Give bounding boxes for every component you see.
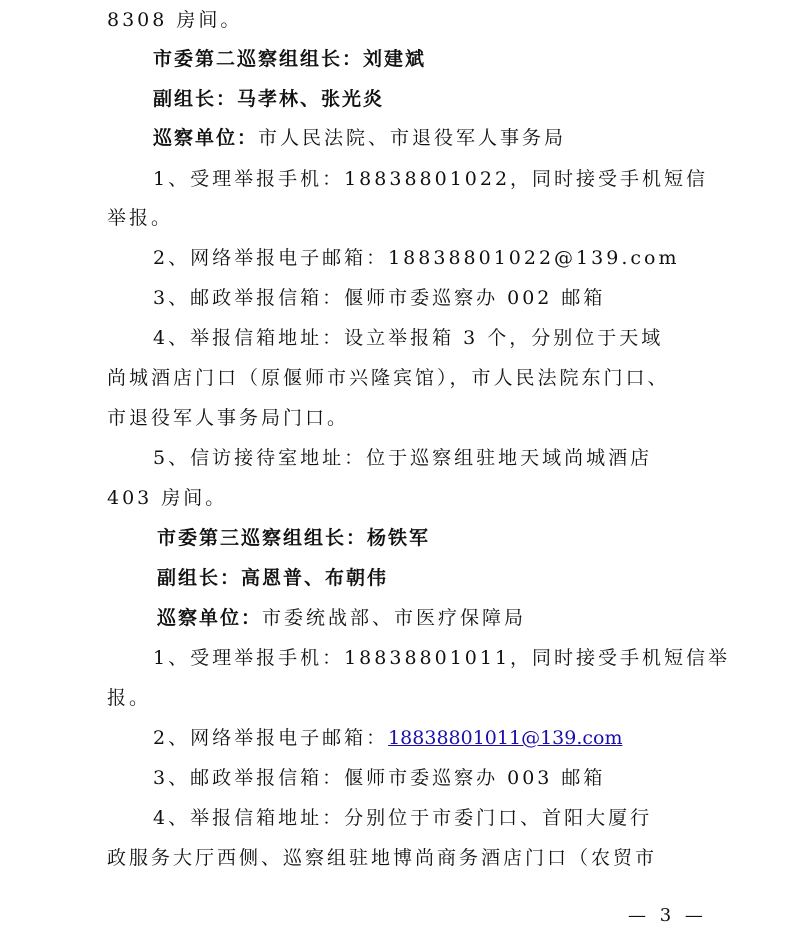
text-line: 8308 房间。 xyxy=(107,9,243,31)
text-line: 报。 xyxy=(107,687,152,709)
text-line: 5、信访接待室地址：位于巡察组驻地天域尚城酒店 xyxy=(153,447,653,469)
text-line: 3、邮政举报信箱：偃师市委巡察办 003 邮箱 xyxy=(153,767,606,789)
email-label: 2、网络举报电子邮箱： xyxy=(153,727,389,749)
section-heading-group-3: 市委第三巡察组组长：杨铁军 xyxy=(157,527,431,549)
text-line: 举报。 xyxy=(107,207,174,229)
text-line: 1、受理举报手机：18838801022，同时接受手机短信 xyxy=(153,168,709,190)
inspected-units-label: 巡察单位： xyxy=(157,607,263,629)
page-number: — 3 — xyxy=(628,905,707,926)
text-line: 1、受理举报手机：18838801011，同时接受手机短信举 xyxy=(153,647,731,669)
section-heading-group-2: 市委第二巡察组组长：刘建斌 xyxy=(153,48,427,70)
inspected-units-label: 巡察单位： xyxy=(153,127,259,149)
text-line xyxy=(153,718,622,758)
inspected-units-group-3 xyxy=(157,598,526,638)
deputy-heading-group-2: 副组长：马孝林、张光炎 xyxy=(153,88,385,110)
text-line: 政服务大厅西侧、巡察组驻地博尚商务酒店门口（农贸市 xyxy=(107,847,658,869)
text-line: 4、举报信箱地址：分别位于市委门口、首阳大厦行 xyxy=(153,807,653,829)
inspected-units-value: 市人民法院、市退役军人事务局 xyxy=(258,127,567,149)
text-line: 尚城酒店门口（原偃师市兴隆宾馆），市人民法院东门口、 xyxy=(107,367,670,389)
inspected-units-group-2 xyxy=(153,118,566,158)
text-line: 4、举报信箱地址：设立举报箱 3 个，分别位于天域 xyxy=(153,327,664,349)
text-line: 2、网络举报电子邮箱：18838801022@139.com xyxy=(153,247,680,269)
text-line: 3、邮政举报信箱：偃师市委巡察办 002 邮箱 xyxy=(153,287,606,309)
deputy-heading-group-3: 副组长：高恩普、布朝伟 xyxy=(157,567,389,589)
email-link[interactable]: 18838801011@139.com xyxy=(388,727,623,749)
text-line: 市退役军人事务局门口。 xyxy=(107,407,350,429)
inspected-units-value: 市委统战部、市医疗保障局 xyxy=(262,607,527,629)
text-line: 403 房间。 xyxy=(107,487,228,509)
